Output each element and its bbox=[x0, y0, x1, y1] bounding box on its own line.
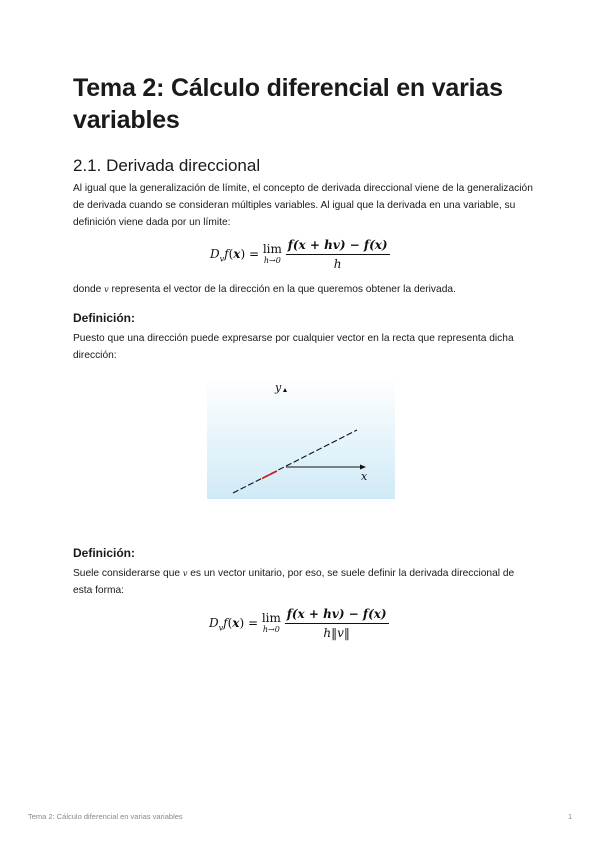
numerator: f(x + hv) − f(x) bbox=[285, 607, 389, 624]
page-title: Tema 2: Cálculo diferencial en varias variables bbox=[73, 74, 503, 134]
inline-variable: v bbox=[104, 285, 109, 294]
text: representa el vector de la dirección en la que queremos obtener la derivada. bbox=[108, 284, 456, 295]
y-axis-label: y bbox=[275, 381, 282, 394]
formula-symbol: f bbox=[223, 616, 228, 630]
formula-subscript: v bbox=[218, 623, 224, 633]
text: donde bbox=[73, 284, 105, 295]
text: Suele considerarse que bbox=[73, 568, 183, 579]
direction-figure bbox=[207, 376, 395, 499]
paragraph-donde bbox=[73, 281, 535, 298]
denominator: h bbox=[333, 257, 342, 271]
limit-operator bbox=[262, 241, 282, 266]
formula-subscript: v bbox=[219, 254, 225, 264]
formula-symbol: D bbox=[210, 247, 220, 261]
text: es un vector unitario, por eso, se suele definir la derivada direccional de esta forma: bbox=[73, 568, 515, 596]
formula-symbol: x bbox=[233, 247, 241, 261]
lim-subscript: h→0 bbox=[263, 255, 281, 265]
definition-heading-1: Definición: bbox=[73, 311, 135, 325]
definition-text-1: Puesto que una dirección puede expresarse por cualquier vector en la recta que representa dicha dirección: bbox=[73, 333, 514, 361]
definition-text-2 bbox=[73, 565, 535, 599]
limit-operator bbox=[261, 610, 281, 635]
fraction bbox=[286, 238, 390, 271]
x-axis-label: x bbox=[361, 470, 368, 483]
section-heading: 2.1. Derivada direccional bbox=[73, 156, 261, 175]
y-axis-arrow bbox=[283, 388, 287, 392]
formula-symbol: x bbox=[232, 616, 240, 630]
direction-vector-segment bbox=[262, 471, 277, 479]
intro-paragraph: Al igual que la generalización de límite, el concepto de derivada direccional viene de la generalización de derivada cuando se consideran múltiples variables. Al igual que la derivada en una variable, su definición viene dada por un límite: bbox=[73, 183, 533, 228]
denominator: h‖v‖ bbox=[323, 626, 350, 640]
footer-title: Tema 2: Cálculo diferencial en varias variables bbox=[28, 812, 183, 821]
x-axis-arrow bbox=[360, 465, 366, 470]
direction-line bbox=[233, 430, 357, 493]
formula-unit-directional-derivative: $D_vf(x) = \lim$ h→0 $\frac{f(x + hv) - f(x)}{h‖v‖}$ bbox=[209, 607, 387, 640]
direction-diagram bbox=[207, 376, 395, 499]
numerator: f(x + hv) − f(x) bbox=[286, 238, 390, 255]
lim-label: lim bbox=[262, 241, 282, 256]
inline-variable: v bbox=[182, 569, 188, 578]
formula-symbol: D bbox=[209, 616, 219, 630]
formula-symbol: f bbox=[224, 247, 229, 261]
definition-heading-2: Definición: bbox=[73, 546, 135, 560]
formula-directional-derivative: $D_vf(x) = \lim$ h→0 $\frac{f(x + hv) - f(x)}{h}$ bbox=[210, 238, 388, 271]
lim-label: lim bbox=[261, 610, 281, 625]
lim-subscript: h→0 bbox=[262, 624, 280, 634]
fraction bbox=[285, 607, 389, 640]
page-number: 1 bbox=[568, 812, 573, 821]
